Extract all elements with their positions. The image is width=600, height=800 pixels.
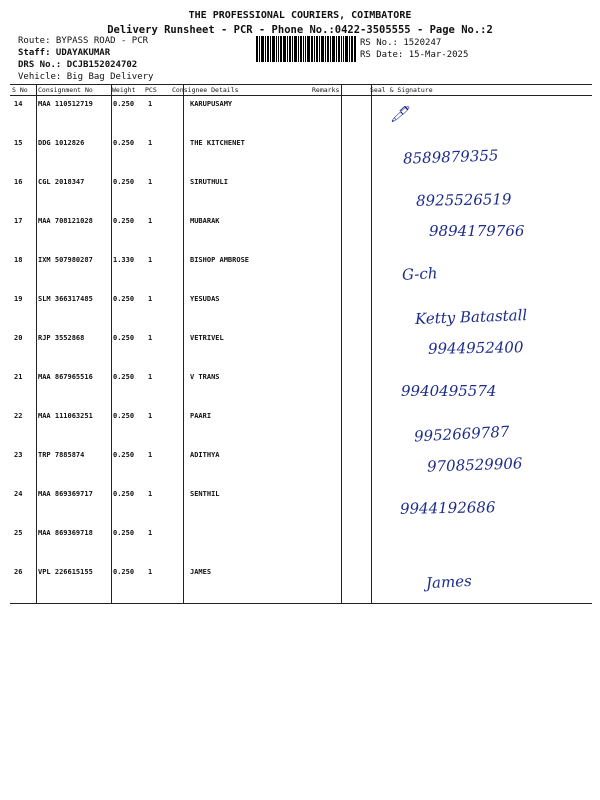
row-signature [370,526,592,568]
row-consignee: JAMES [190,568,212,576]
row-signature [370,448,592,490]
row-consignment-no: TRP 7885874 [38,451,85,459]
handwritten-signature: 9944192686 [399,498,496,518]
handwritten-signature: 8925526519 [415,190,512,210]
rs-date: RS Date: 15-Mar-2025 [360,50,469,60]
row-pcs: 1 [148,373,153,381]
vehicle-label: Vehicle: Big Bag Delivery [18,72,154,82]
row-sno: 14 [14,100,23,108]
row-pcs: 1 [148,217,153,225]
row-consignee: YESUDAS [190,295,220,303]
column-header-weight: Weight [112,86,136,94]
row-signature [370,487,592,529]
row-sno: 17 [14,217,23,225]
table-row [0,175,600,215]
row-consignee: SIRUTHULI [190,178,228,186]
row-pcs: 1 [148,256,153,264]
row-weight: 0.250 [113,412,135,420]
row-sno: 26 [14,568,23,576]
handwritten-signature: James [425,571,473,593]
handwritten-signature: 9708529906 [426,454,523,476]
column-header-sno: S No [12,86,28,94]
row-weight: 0.250 [113,217,135,225]
row-weight: 0.250 [113,178,135,186]
row-weight: 0.250 [113,139,135,147]
table-row [0,370,600,410]
row-sno: 24 [14,490,23,498]
row-consignment-no: SLM 366317485 [38,295,93,303]
row-consignment-no: CGL 2018347 [38,178,85,186]
table-row [0,409,600,449]
row-pcs: 1 [148,139,153,147]
row-consignment-no: MAA 110512719 [38,100,93,108]
handwritten-signature: 9894179766 [429,222,525,240]
table-row [0,292,600,332]
row-pcs: 1 [148,529,153,537]
row-weight: 0.250 [113,490,135,498]
row-consignee: ADITHYA [190,451,220,459]
row-weight: 0.250 [113,451,135,459]
row-signature [370,214,592,256]
handwritten-signature: 8589879355 [402,146,499,168]
row-weight: 1.330 [113,256,135,264]
table-row [0,214,600,254]
row-consignee: VETRIVEL [190,334,224,342]
row-signature [370,97,592,139]
table-top-border [10,84,592,85]
column-header-remarks: Remarks [312,86,340,94]
row-pcs: 1 [148,295,153,303]
row-consignment-no: MAA 869369717 [38,490,93,498]
table-row [0,97,600,137]
row-consignee: THE KITCHENET [190,139,245,147]
handwritten-signature: 9944952400 [427,338,524,358]
row-signature [370,292,592,334]
row-weight: 0.250 [113,529,135,537]
handwritten-signature: Ketty Batastall [414,306,528,328]
staff-label: Staff: UDAYAKUMAR [18,48,111,58]
table-row [0,526,600,566]
table-row [0,253,600,293]
handwritten-signature: 🖊︎ [389,104,410,124]
column-header-pcs: PCS [145,86,157,94]
row-consignee: SENTHIL [190,490,220,498]
row-pcs: 1 [148,451,153,459]
row-consignee: KARUPUSAMY [190,100,233,108]
runsheet-subtitle: Delivery Runsheet - PCR - Phone No.:0422-3505555 - Page No.:2 [107,24,493,36]
row-weight: 0.250 [113,295,135,303]
row-consignment-no: MAA 111063251 [38,412,93,420]
rs-number: RS No.: 1520247 [360,38,442,48]
row-weight: 0.250 [113,568,135,576]
table-header-border [10,95,592,96]
row-consignment-no: MAA 869369718 [38,529,93,537]
table-row [0,331,600,371]
row-consignment-no: MAA 708121028 [38,217,93,225]
row-pcs: 1 [148,568,153,576]
table-row [0,136,600,176]
row-consignee: MUBARAK [190,217,220,225]
table-row [0,487,600,527]
row-signature [370,370,592,412]
column-header-consignee: Consignee Details [172,86,239,94]
row-sno: 19 [14,295,23,303]
row-sno: 20 [14,334,23,342]
row-consignee: PAARI [190,412,212,420]
row-signature [370,565,592,607]
column-header-consignment: Consignment No [38,86,93,94]
row-consignment-no: RJP 3552868 [38,334,85,342]
row-pcs: 1 [148,178,153,186]
drs-label: DRS No.: DCJB152024702 [18,60,138,70]
handwritten-signature: 9952669787 [413,422,510,446]
row-weight: 0.250 [113,100,135,108]
row-pcs: 1 [148,334,153,342]
handwritten-signature: 9940495574 [401,382,497,400]
row-consignee: BISHOP AMBROSE [190,256,250,264]
row-pcs: 1 [148,100,153,108]
row-signature [370,175,592,217]
row-consignee: V TRANS [190,373,220,381]
row-consignment-no: IXM 507980287 [38,256,93,264]
row-sno: 16 [14,178,23,186]
row-signature [370,253,592,295]
row-weight: 0.250 [113,334,135,342]
runsheet-title: THE PROFESSIONAL COURIERS, COIMBATORE [188,10,412,21]
row-sno: 22 [14,412,23,420]
table-row [0,448,600,488]
handwritten-signature: G-ch [401,264,438,284]
row-pcs: 1 [148,412,153,420]
row-pcs: 1 [148,490,153,498]
row-consignment-no: VPL 226615155 [38,568,93,576]
row-sno: 21 [14,373,23,381]
column-header-signature: Seal & Signature [370,86,433,94]
row-signature [370,136,592,178]
barcode-image [256,36,356,62]
row-sno: 18 [14,256,23,264]
row-sno: 23 [14,451,23,459]
row-signature [370,409,592,451]
row-sno: 15 [14,139,23,147]
row-consignment-no: MAA 867965516 [38,373,93,381]
table-row [0,565,600,605]
row-sno: 25 [14,529,23,537]
row-consignment-no: DDG 1012826 [38,139,85,147]
route-label: Route: BYPASS ROAD - PCR [18,36,149,46]
row-weight: 0.250 [113,373,135,381]
row-signature [370,331,592,373]
